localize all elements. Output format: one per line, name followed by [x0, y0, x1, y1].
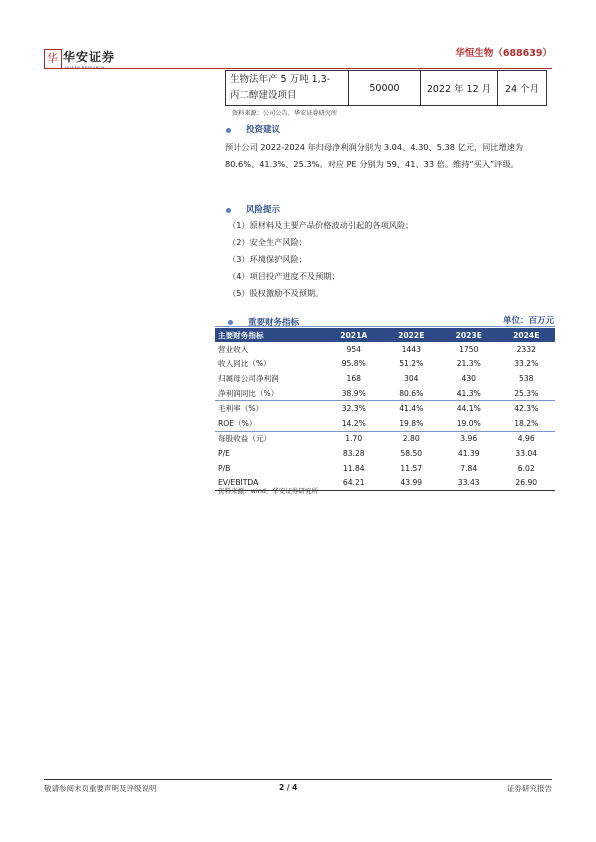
table-cell: 41.3% [440, 386, 498, 401]
table-cell: 51.2% [399, 359, 424, 369]
table-header-row [215, 328, 555, 342]
logo-mark [44, 49, 62, 69]
table-cell: 43.99 [383, 475, 441, 490]
financial-title: 重要财务指标 [248, 318, 300, 328]
table-cell: 1443 [401, 344, 421, 354]
table-cell: 38.9% [325, 386, 383, 401]
table-row [215, 416, 555, 431]
project-period: 24 个月 [498, 71, 547, 106]
footer-report-type: 证券研究报告 [507, 784, 552, 793]
project-table [225, 70, 547, 106]
table-cell: 4.96 [517, 434, 535, 444]
col-header: 2023E [440, 328, 498, 342]
company-ticker: 华恒生物（688639） [455, 48, 552, 59]
table-cell: 6.02 [517, 463, 535, 473]
row-label: P/B [218, 463, 231, 473]
table-cell: 42.3% [514, 404, 539, 414]
table-row [215, 386, 555, 401]
financial-divider [215, 326, 555, 327]
table-row [215, 401, 555, 416]
table-cell: 11.57 [400, 463, 423, 473]
table-cell: 3.96 [460, 434, 478, 444]
table-cell: 1750 [459, 344, 479, 354]
col-header: 2021A [325, 328, 383, 342]
investment-text: 预计公司 2022-2024 年归母净利润分别为 3.04、4.30、5.38 亿元，同比增速为 80.6%、41.3%、25.3%。对应 PE 分别为 59、41、33 倍。维持“买入”评级。 [225, 142, 524, 169]
logo-english: HUAAN RESEARCH [65, 65, 105, 70]
row-label: 营业收入 [218, 344, 249, 354]
row-label: 毛利率（%） [218, 404, 264, 414]
row-label: 每股收益（元） [218, 434, 272, 444]
table-row [215, 461, 555, 476]
row-label: EV/EBITDA [215, 475, 325, 490]
risk-item: （2）安全生产风险； [228, 237, 307, 247]
table-cell: 32.3% [341, 404, 366, 414]
table-cell: 7.84 [460, 463, 478, 473]
financial-table [215, 328, 555, 491]
table-cell: 41.39 [457, 448, 480, 458]
financial-unit: 单位：百万元 [502, 316, 554, 326]
table-cell: 95.8% [341, 359, 366, 369]
table-cell: 2.80 [402, 434, 420, 444]
table-cell: 26.90 [498, 475, 556, 490]
row-label: ROE（%） [215, 416, 325, 431]
logo-glyph: 华 [47, 52, 58, 65]
col-header: 2024E [498, 328, 556, 342]
table-cell: 33.43 [440, 475, 498, 490]
risk-title: 风险提示 [246, 205, 281, 215]
project-amount: 50000 [349, 71, 421, 106]
table-row [215, 342, 555, 357]
footer-divider [44, 779, 552, 780]
risk-item: （5）股权激励不及预期。 [228, 288, 324, 298]
table-cell: 2332 [516, 344, 536, 354]
table-cell: 33.2% [514, 359, 539, 369]
header-divider [44, 68, 552, 69]
table-cell: 954 [346, 344, 361, 354]
table-row [215, 446, 555, 461]
table-cell: 19.8% [383, 416, 441, 431]
investment-title: 投资建议 [246, 125, 281, 135]
table-cell: 83.28 [342, 448, 365, 458]
table-cell: 21.3% [456, 359, 481, 369]
table-cell: 1.70 [345, 434, 363, 444]
table-cell: 304 [404, 373, 419, 383]
table-cell: 14.2% [325, 416, 383, 431]
project-name-line1: 生物法年产 5 万吨 1,3- [230, 74, 331, 85]
table-cell: 430 [461, 373, 476, 383]
col-header: 2022E [383, 328, 441, 342]
table-cell: 64.21 [325, 475, 383, 490]
footer-disclaimer: 敬请参阅末页重要声明及评级说明 [44, 784, 157, 793]
table-cell: 25.3% [498, 386, 556, 401]
row-label: 净利润同比（%） [215, 386, 325, 401]
project-name-cell [226, 71, 349, 106]
row-label: 收入同比（%） [218, 359, 271, 369]
risk-item: （1）原材料及主要产品价格波动引起的各项风险； [228, 220, 414, 230]
table-cell: 18.2% [498, 416, 556, 431]
project-name-line2: 丙二醇建设项目 [230, 90, 297, 101]
financial-source: 资料来源：wind，华安证券研究所 [218, 487, 318, 495]
table-row [215, 357, 555, 372]
row-label: 归属母公司净利润 [218, 373, 279, 383]
source-note: 资料来源：公司公告、华安证券研究所 [232, 110, 338, 117]
table-cell: 538 [519, 373, 534, 383]
page-number: 2 / 4 [279, 783, 298, 792]
table-row [215, 371, 555, 386]
table-cell: 168 [346, 373, 361, 383]
table-cell: 58.50 [400, 448, 423, 458]
risk-item: （4）项目投产进度不及预期； [228, 271, 340, 281]
table-cell: 19.0% [440, 416, 498, 431]
table-cell: 80.6% [383, 386, 441, 401]
risk-item: （3）环境保护风险； [228, 254, 307, 264]
table-cell: 11.84 [342, 463, 365, 473]
table-cell: 33.04 [515, 448, 538, 458]
table-cell: 41.4% [399, 404, 424, 414]
table-cell: 44.1% [456, 404, 481, 414]
bullet-icon [228, 320, 233, 325]
table-row [226, 71, 547, 106]
bullet-icon [226, 208, 231, 213]
table-row [215, 431, 555, 446]
col-header: 主要财务指标 [215, 328, 325, 342]
project-date: 2022 年 12 月 [421, 71, 498, 106]
logo-name: 华安证券 [63, 50, 116, 64]
row-label: P/E [218, 448, 230, 458]
bullet-icon [226, 128, 231, 133]
